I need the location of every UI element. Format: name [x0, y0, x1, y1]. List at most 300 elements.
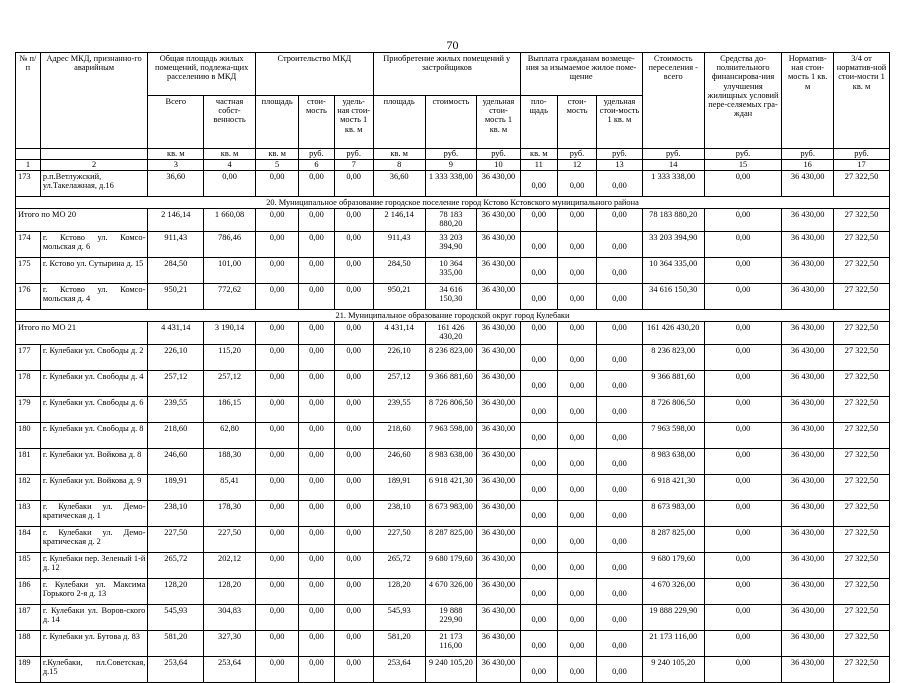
table-cell: 0,00 — [704, 232, 782, 258]
table-cell: 257,12 — [204, 371, 256, 397]
table-cell: 304,83 — [204, 605, 256, 631]
table-cell: 0,00 — [557, 322, 596, 345]
table-cell: 27 322,50 — [834, 345, 890, 371]
table-cell: 0,00 — [520, 371, 557, 397]
table-cell: 0,00 — [704, 209, 782, 232]
table-cell: 6 918 421,30 — [425, 475, 477, 501]
table-cell: 0,00 — [334, 553, 373, 579]
table-row — [16, 423, 890, 449]
table-cell: 0,00 — [597, 449, 643, 475]
table-cell: 0,00 — [597, 258, 643, 284]
table-cell: 327,30 — [204, 631, 256, 657]
table-cell: 0,00 — [557, 449, 596, 475]
table-cell: 0,00 — [299, 475, 334, 501]
table-cell: 0,00 — [557, 579, 596, 605]
table-cell: 10 364 335,00 — [425, 258, 477, 284]
table-cell: 0,00 — [557, 209, 596, 232]
table-cell: 0,00 — [520, 209, 557, 232]
row-number: 187 — [16, 605, 41, 631]
table-cell: 0,00 — [255, 631, 298, 657]
unit-cell: руб. — [834, 149, 890, 160]
table-cell: 27 322,50 — [834, 553, 890, 579]
table-cell: 0,00 — [704, 449, 782, 475]
table-cell: 0,00 — [299, 579, 334, 605]
table-cell: 33 203 394,90 — [425, 232, 477, 258]
table-cell: 0,00 — [255, 258, 298, 284]
row-number: 189 — [16, 657, 41, 683]
table-cell: 36 430,00 — [477, 605, 520, 631]
table-cell: 0,00 — [334, 322, 373, 345]
table-cell: 0,00 — [597, 209, 643, 232]
table-row — [16, 345, 890, 371]
table-cell: 0,00 — [704, 371, 782, 397]
table-cell: 0,00 — [334, 232, 373, 258]
address-cell: г.Кулебаки, пл.Советская, д.15 — [40, 657, 148, 683]
unit-cell: кв. м — [520, 149, 557, 160]
row-number: 177 — [16, 345, 41, 371]
address-cell: г. Кулебаки ул. Свободы д. 8 — [40, 423, 148, 449]
table-body — [16, 171, 890, 683]
column-number-cell: 17 — [834, 160, 890, 171]
column-numbers-row — [16, 160, 890, 171]
table-cell: 9 366 881,60 — [425, 371, 477, 397]
table-cell: 27 322,50 — [834, 209, 890, 232]
column-number-cell: 11 — [520, 160, 557, 171]
table-cell: 0,00 — [334, 449, 373, 475]
table-cell: 36 430,00 — [782, 423, 834, 449]
table-cell: 0,00 — [334, 209, 373, 232]
table-cell: 772,62 — [204, 284, 256, 310]
unit-cell: кв. м — [148, 149, 204, 160]
table-cell: 0,00 — [704, 258, 782, 284]
row-number: 179 — [16, 397, 41, 423]
table-cell: 36 430,00 — [782, 171, 834, 197]
table-cell: 911,43 — [373, 232, 425, 258]
address-cell: г. Кулебаки ул. Свободы д. 2 — [40, 345, 148, 371]
table-row — [16, 371, 890, 397]
address-cell: г. Кулебаки ул. Демо-кратическая д. 1 — [40, 501, 148, 527]
table-cell: 36 430,00 — [782, 527, 834, 553]
subheader-purchase-area: площадь — [373, 96, 425, 149]
table-cell: 0,00 — [334, 423, 373, 449]
table-cell: 36 430,00 — [782, 371, 834, 397]
table-cell: 0,00 — [557, 475, 596, 501]
table-cell: 27 322,50 — [834, 284, 890, 310]
table-cell: 0,00 — [557, 171, 596, 197]
unit-cell: руб. — [597, 149, 643, 160]
table-cell: 0,00 — [299, 171, 334, 197]
table-row — [16, 449, 890, 475]
header-additional-funds: Средства до-полнительного финансирова-ния улучшения жилищных условий пере-селяемых гра-ждан — [704, 53, 782, 149]
section-heading-row — [16, 310, 890, 322]
table-cell: 0,00 — [704, 423, 782, 449]
column-number-cell: 6 — [299, 160, 334, 171]
table-row — [16, 631, 890, 657]
table-cell: 0,00 — [597, 631, 643, 657]
table-cell: 581,20 — [148, 631, 204, 657]
table-cell: 9 680 179,60 — [425, 553, 477, 579]
table-cell: 0,00 — [255, 171, 298, 197]
column-number-cell: 9 — [425, 160, 477, 171]
table-row — [16, 605, 890, 631]
address-cell: г. Кулебаки ул. Максима Горького 2-я д. 13 — [40, 579, 148, 605]
table-cell: 0,00 — [597, 501, 643, 527]
table-cell: 36 430,00 — [782, 397, 834, 423]
table-cell: 27 322,50 — [834, 631, 890, 657]
header-construction: Строительство МКД — [255, 53, 373, 96]
table-cell: 0,00 — [299, 371, 334, 397]
table-cell: 786,46 — [204, 232, 256, 258]
table-cell: 0,00 — [520, 475, 557, 501]
total-label: Итого по МО 20 — [16, 209, 148, 232]
row-number: 174 — [16, 232, 41, 258]
table-row — [16, 475, 890, 501]
table-row — [16, 232, 890, 258]
table-cell: 128,20 — [148, 579, 204, 605]
table-cell: 8 287 825,00 — [642, 527, 704, 553]
table-cell: 9 680 179,60 — [642, 553, 704, 579]
table-cell: 36 430,00 — [782, 475, 834, 501]
table-cell: 0,00 — [255, 322, 298, 345]
table-cell: 27 322,50 — [834, 527, 890, 553]
table-cell: 0,00 — [597, 322, 643, 345]
unit-cell: кв. м — [373, 149, 425, 160]
table-cell: 19 888 229,90 — [425, 605, 477, 631]
table-cell: 0,00 — [597, 371, 643, 397]
table-cell: 226,10 — [373, 345, 425, 371]
table-cell: 36 430,00 — [782, 657, 834, 683]
table-cell: 101,00 — [204, 258, 256, 284]
table-cell: 1 333 338,00 — [425, 171, 477, 197]
unit-cell: кв. м — [204, 149, 256, 160]
table-cell: 0,00 — [255, 449, 298, 475]
address-cell: г. Кулебаки ул. Воров-ского д. 14 — [40, 605, 148, 631]
row-number: 173 — [16, 171, 41, 197]
column-number-cell: 16 — [782, 160, 834, 171]
table-cell: 3 190,14 — [204, 322, 256, 345]
row-number: 184 — [16, 527, 41, 553]
header-address: Адрес МКД, признанно-го аварийным — [40, 53, 148, 149]
table-cell: 218,60 — [148, 423, 204, 449]
table-cell: 257,12 — [373, 371, 425, 397]
table-cell: 0,00 — [704, 553, 782, 579]
table-cell: 36 430,00 — [782, 284, 834, 310]
table-cell: 227,50 — [373, 527, 425, 553]
table-cell: 36 430,00 — [782, 232, 834, 258]
table-cell: 0,00 — [520, 605, 557, 631]
table-cell: 128,20 — [373, 579, 425, 605]
table-cell: 0,00 — [597, 527, 643, 553]
column-number-cell: 4 — [204, 160, 256, 171]
table-cell: 239,55 — [373, 397, 425, 423]
unit-cell: руб. — [782, 149, 834, 160]
table-cell: 950,21 — [148, 284, 204, 310]
table-cell: 27 322,50 — [834, 579, 890, 605]
table-cell: 0,00 — [334, 475, 373, 501]
table-cell: 8 726 806,50 — [425, 397, 477, 423]
table-cell: 0,00 — [704, 501, 782, 527]
header-purchase: Приобретение жилых помещений у застройщиков — [373, 53, 520, 96]
table-cell: 36 430,00 — [477, 322, 520, 345]
table-cell: 911,43 — [148, 232, 204, 258]
table-cell: 545,93 — [148, 605, 204, 631]
table-cell: 0,00 — [520, 449, 557, 475]
table-row — [16, 171, 890, 197]
table-cell: 8 236 823,00 — [425, 345, 477, 371]
table-cell: 0,00 — [520, 232, 557, 258]
unit-cell: руб. — [704, 149, 782, 160]
row-number: 180 — [16, 423, 41, 449]
table-cell: 0,00 — [704, 322, 782, 345]
table-row — [16, 397, 890, 423]
table-cell: 186,15 — [204, 397, 256, 423]
table-cell: 27 322,50 — [834, 397, 890, 423]
table-cell: 265,72 — [373, 553, 425, 579]
table-cell: 0,00 — [334, 345, 373, 371]
table-cell: 1 660,08 — [204, 209, 256, 232]
table-cell: 36,60 — [148, 171, 204, 197]
address-cell: г. Кстово ул. Комсо-мольская д. 4 — [40, 284, 148, 310]
table-cell: 265,72 — [148, 553, 204, 579]
table-cell: 9 240 105,20 — [425, 657, 477, 683]
table-cell: 36 430,00 — [477, 397, 520, 423]
table-cell: 2 146,14 — [148, 209, 204, 232]
table-cell: 188,30 — [204, 449, 256, 475]
subheader-construction-area: площадь — [255, 96, 298, 149]
table-cell: 4 431,14 — [148, 322, 204, 345]
table-header — [16, 53, 890, 171]
table-row — [16, 553, 890, 579]
table-cell: 0,00 — [704, 579, 782, 605]
table-cell: 161 426 430,20 — [425, 322, 477, 345]
table-cell: 27 322,50 — [834, 423, 890, 449]
table-cell: 27 322,50 — [834, 232, 890, 258]
table-cell: 27 322,50 — [834, 475, 890, 501]
table-cell: 36 430,00 — [477, 423, 520, 449]
table-cell: 36 430,00 — [477, 631, 520, 657]
header-normative-cost: Норматив-ная стои-мость 1 кв. м — [782, 53, 834, 149]
table-cell: 36 430,00 — [477, 553, 520, 579]
table-cell: 0,00 — [557, 553, 596, 579]
table-cell: 0,00 — [557, 605, 596, 631]
table-cell: 8 983 638,00 — [642, 449, 704, 475]
unit-cell: кв. м — [255, 149, 298, 160]
table-cell: 0,00 — [299, 322, 334, 345]
table-cell: 0,00 — [597, 345, 643, 371]
table-cell: 0,00 — [334, 397, 373, 423]
table-cell: 36 430,00 — [477, 475, 520, 501]
address-cell: г. Кулебаки ул. Демо-кратическая д. 2 — [40, 527, 148, 553]
column-number-cell: 5 — [255, 160, 298, 171]
table-cell: 36 430,00 — [782, 605, 834, 631]
table-cell: 36 430,00 — [477, 449, 520, 475]
table-cell: 257,12 — [148, 371, 204, 397]
table-cell: 8 983 638,00 — [425, 449, 477, 475]
table-cell: 0,00 — [557, 345, 596, 371]
table-cell: 0,00 — [520, 345, 557, 371]
table-cell: 33 203 394,90 — [642, 232, 704, 258]
table-row — [16, 258, 890, 284]
table-cell: 21 173 116,00 — [425, 631, 477, 657]
table-cell: 0,00 — [557, 284, 596, 310]
table-cell: 0,00 — [299, 657, 334, 683]
table-cell: 0,00 — [704, 527, 782, 553]
table-cell: 0,00 — [597, 423, 643, 449]
table-cell: 189,91 — [148, 475, 204, 501]
table-cell: 202,12 — [204, 553, 256, 579]
table-cell: 226,10 — [148, 345, 204, 371]
column-number-cell: 10 — [477, 160, 520, 171]
table-cell: 0,00 — [520, 527, 557, 553]
table-cell: 0,00 — [255, 527, 298, 553]
table-cell: 36 430,00 — [782, 209, 834, 232]
table-cell: 0,00 — [557, 232, 596, 258]
column-number-cell: 12 — [557, 160, 596, 171]
table-cell: 227,50 — [204, 527, 256, 553]
table-cell: 0,00 — [597, 605, 643, 631]
column-number-cell: 8 — [373, 160, 425, 171]
table-cell: 85,41 — [204, 475, 256, 501]
table-cell: 0,00 — [334, 631, 373, 657]
table-cell: 0,00 — [520, 657, 557, 683]
table-cell: 0,00 — [557, 371, 596, 397]
table-cell: 0,00 — [255, 423, 298, 449]
subheader-construction-cost: стои-мость — [299, 96, 334, 149]
table-cell: 0,00 — [255, 501, 298, 527]
column-number-cell: 15 — [704, 160, 782, 171]
table-cell: 246,60 — [373, 449, 425, 475]
table-cell: 0,00 — [334, 501, 373, 527]
column-number-cell: 14 — [642, 160, 704, 171]
table-cell: 178,30 — [204, 501, 256, 527]
subheader-private: частная собст-венность — [204, 96, 256, 149]
table-cell: 0,00 — [334, 657, 373, 683]
table-cell: 0,00 — [255, 371, 298, 397]
table-cell: 2 146,14 — [373, 209, 425, 232]
row-number: 188 — [16, 631, 41, 657]
address-cell: г. Кулебаки ул. Войкова д. 9 — [40, 475, 148, 501]
header-three-quarters: 3/4 от норматив-ной стои-мости 1 кв. м — [834, 53, 890, 149]
table-row — [16, 527, 890, 553]
table-cell: 36 430,00 — [782, 322, 834, 345]
table-cell: 0,00 — [704, 345, 782, 371]
address-cell: г. Кулебаки ул. Бутова д. 83 — [40, 631, 148, 657]
unit-cell: руб. — [299, 149, 334, 160]
table-cell: 0,00 — [557, 258, 596, 284]
table-cell: 0,00 — [255, 475, 298, 501]
table-cell: 4 670 326,00 — [642, 579, 704, 605]
table-cell: 0,00 — [255, 345, 298, 371]
table-cell: 0,00 — [520, 322, 557, 345]
table-cell: 36 430,00 — [477, 371, 520, 397]
table-cell: 8 236 823,00 — [642, 345, 704, 371]
table-cell: 9 240 105,20 — [642, 657, 704, 683]
table-cell: 0,00 — [255, 605, 298, 631]
table-cell: 0,00 — [334, 605, 373, 631]
table-cell: 581,20 — [373, 631, 425, 657]
table-cell: 0,00 — [557, 501, 596, 527]
table-cell: 0,00 — [557, 631, 596, 657]
table-cell: 27 322,50 — [834, 171, 890, 197]
table-cell: 0,00 — [520, 553, 557, 579]
table-cell: 284,50 — [148, 258, 204, 284]
table-cell: 36 430,00 — [477, 284, 520, 310]
table-cell: 0,00 — [204, 171, 256, 197]
table-cell: 0,00 — [704, 605, 782, 631]
table-cell: 0,00 — [299, 553, 334, 579]
table-cell: 0,00 — [597, 553, 643, 579]
header-relocation-cost: Стоимость переселения - всего — [642, 53, 704, 149]
table-cell: 238,10 — [148, 501, 204, 527]
table-cell: 36 430,00 — [477, 579, 520, 605]
table-cell: 10 364 335,00 — [642, 258, 704, 284]
table-cell: 0,00 — [597, 579, 643, 605]
table-cell: 253,64 — [373, 657, 425, 683]
table-cell: 7 963 598,00 — [425, 423, 477, 449]
table-cell: 9 366 881,60 — [642, 371, 704, 397]
table-cell: 0,00 — [334, 527, 373, 553]
table-cell: 4 670 326,00 — [425, 579, 477, 605]
table-cell: 0,00 — [557, 397, 596, 423]
row-number: 186 — [16, 579, 41, 605]
unit-cell: руб. — [642, 149, 704, 160]
table-cell: 8 673 983,00 — [642, 501, 704, 527]
table-cell: 284,50 — [373, 258, 425, 284]
table-cell: 36 430,00 — [477, 657, 520, 683]
table-cell: 36 430,00 — [477, 209, 520, 232]
table-cell: 0,00 — [520, 423, 557, 449]
table-cell: 0,00 — [704, 631, 782, 657]
table-cell: 0,00 — [704, 475, 782, 501]
table-cell: 0,00 — [299, 449, 334, 475]
section-heading: 20. Муниципальное образование городское поселение город Кстово Кстовского муниципального района — [16, 197, 890, 209]
page-number: 70 — [446, 38, 459, 52]
table-cell: 0,00 — [334, 258, 373, 284]
table-cell: 7 963 598,00 — [642, 423, 704, 449]
table-cell: 0,00 — [520, 258, 557, 284]
header-payment: Выплата гражданам возмеще-ния за изымаемое жилое поме-щение — [520, 53, 642, 96]
subheader-payment-cost: стои-мость — [557, 96, 596, 149]
address-cell: р.п.Ветлужский, ул.Такелажная, д.16 — [40, 171, 148, 197]
table-cell: 36 430,00 — [477, 501, 520, 527]
table-cell: 115,20 — [204, 345, 256, 371]
table-cell: 0,00 — [704, 657, 782, 683]
address-cell: г. Кстово ул. Комсо-мольская д. 6 — [40, 232, 148, 258]
table-row — [16, 579, 890, 605]
total-row — [16, 322, 890, 345]
table-cell: 62,80 — [204, 423, 256, 449]
table-cell: 0,00 — [255, 579, 298, 605]
unit-cell: руб. — [334, 149, 373, 160]
table-cell: 0,00 — [255, 657, 298, 683]
table-cell: 36 430,00 — [782, 258, 834, 284]
table-cell: 545,93 — [373, 605, 425, 631]
table-cell: 0,00 — [299, 209, 334, 232]
table-cell: 0,00 — [299, 345, 334, 371]
column-number-cell: 1 — [16, 160, 41, 171]
table-cell: 0,00 — [255, 397, 298, 423]
address-cell: г. Кулебаки ул. Свободы д. 4 — [40, 371, 148, 397]
unit-cell: руб. — [477, 149, 520, 160]
header-no: № п/п — [16, 53, 41, 149]
subheader-payment-unit-cost: удельная стои-мость 1 кв. м — [597, 96, 643, 149]
table-cell: 0,00 — [520, 284, 557, 310]
table-cell: 27 322,50 — [834, 605, 890, 631]
table-cell: 0,00 — [334, 371, 373, 397]
table-cell: 0,00 — [334, 284, 373, 310]
table-cell: 238,10 — [373, 501, 425, 527]
table-cell: 0,00 — [597, 284, 643, 310]
